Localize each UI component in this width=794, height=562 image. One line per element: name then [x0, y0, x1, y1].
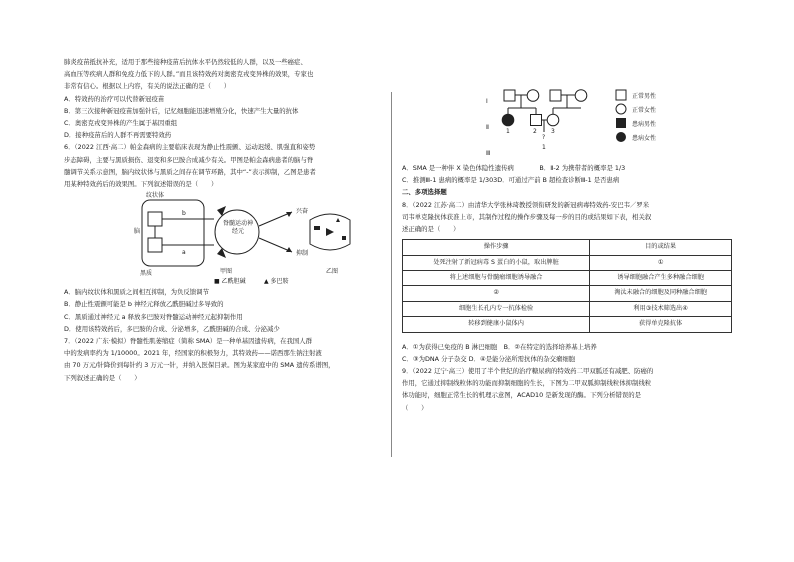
q8-option-ab: A．①为获得已免疫的 B 淋巴细胞 B．②在特定的选择培养基上培养: [402, 342, 597, 351]
neuron-a-label: a: [182, 249, 186, 257]
q5-option-d: D．接种疫苗后的人群不再需要特效药: [64, 131, 172, 140]
fig-b-caption: 乙图: [326, 268, 339, 276]
synapse-mark: [217, 206, 226, 216]
q9-line: 9．（2022 辽宁·高三）使用了半个世纪的治疗糖尿病的特效药二甲双胍还有减肥、防癌的: [402, 366, 654, 375]
neuron-b-label: b: [182, 210, 186, 218]
table-row: [403, 255, 732, 270]
legend-affected-female: [616, 132, 626, 142]
table-header-row: [403, 240, 732, 255]
table-cell: 处死注射了新冠病毒 S 蛋白的小鼠，取出脾脏: [403, 255, 590, 270]
table-row: [403, 286, 732, 301]
ach-mark: [342, 236, 346, 240]
legend-normal-male: [616, 90, 626, 100]
gen2-label: Ⅱ: [486, 124, 489, 131]
brain-spinal-figure: [64, 190, 380, 286]
q9-line: 作用，它通过抑制线粒体的功能而抑制细胞的生长，下图为二甲双胍抑制线粒体抑制线粒: [402, 379, 652, 388]
gen2-female: [547, 114, 559, 126]
q6-line: 6．（2022 江西·高二）帕金森病的主要临床表现为静止性震颤、运动迟缓、肌强直和姿势: [64, 143, 316, 152]
legend-label: 正常男性: [632, 93, 657, 100]
gen1-female: [527, 90, 539, 102]
synapse-mark: [217, 248, 226, 258]
nigra-cell: [148, 238, 162, 252]
legend-affected-male: [616, 118, 626, 128]
q6-option-a: A．脑内纹状体和黑质之间相互抑制，为负反馈调节: [64, 288, 209, 297]
brain-outline: [142, 200, 204, 266]
brain-label: 脑: [134, 228, 141, 236]
q7-line: 7．（2022 广东·模拟）脊髓性肌萎缩症（简称 SMA）是一种单基因遗传病，在我国人群: [64, 337, 313, 346]
ach-mark: [314, 226, 320, 230]
q5-option-c: C．奥密克戎变异株的产生属于基因重组: [64, 119, 178, 128]
q8-line: 司韦单克隆抗体获准上市，其制作过程的操作步骤及每一步的目的或结果如下表，相关叙: [402, 212, 652, 221]
table-cell: 诱导细胞融合产生多种融合细胞: [590, 271, 732, 286]
table-cell: ①: [590, 255, 732, 270]
q7-options: [402, 162, 732, 186]
legend-label: 患病女性: [632, 135, 657, 142]
right-column: [402, 56, 732, 414]
q6-option-d: D．使用该特效药后，多巴胺的合成、分泌增多，乙酰胆碱的合成、分泌减少: [64, 324, 280, 333]
q9-line: （ ）: [402, 403, 428, 412]
ind-3: 3: [551, 128, 555, 135]
gen1-female-2: [575, 90, 587, 102]
fig-a-caption: 甲图: [220, 268, 233, 276]
table-header: 操作步骤: [403, 240, 590, 255]
da-mark: [336, 218, 340, 222]
spinal-neuron-label: 脊髓运动神经元: [223, 220, 254, 236]
q5-option-a: A．特效药的治疗可以代替新冠疫苗: [64, 94, 165, 103]
ind-1: 1: [506, 128, 510, 135]
q9-stem: [402, 365, 732, 414]
table-row: [403, 301, 732, 316]
q9-line: 体功能时，细胞正常生长的机理示意图，ACAD10 是新发现的酶。下列分析错误的是: [402, 391, 642, 400]
ind-iii-1: 1: [542, 144, 546, 151]
q8-option-cd: C．③为DNA 分子杂交 D．④是能分泌所需抗体的杂交瘤细胞: [402, 354, 576, 363]
table-cell: 淘汰未融合的细胞及同种融合细胞: [590, 286, 732, 301]
q6-line: 髓调节关系示意图，脑内纹状体与黑质之间存在调节环路，其中“-”表示抑制，乙图是患者: [64, 167, 316, 176]
q8-line: 8．（2022 江苏·高二）由清华大学张林琦教授领衔研发的新冠病毒特效药-安巴韦／罗米: [402, 200, 650, 209]
column-divider: [391, 92, 392, 457]
q7-line: 中的发病率约为 1/10000。2021 年，经国家的积极努力，其特效药——诺西那生钠注射液: [64, 349, 322, 358]
q5-option-b: B．第三次接种新冠疫苗加强针后，记忆细胞能迅速增殖分化，快速产生大量的抗体: [64, 106, 299, 115]
pedigree-chart: [402, 56, 732, 162]
q5-line: 非常有信心。根据以上内容，有关的说法正确的是（ ）: [64, 82, 231, 91]
q6-line: 用某种特效药后的效果图。下列叙述错误的是（ ）: [64, 180, 218, 189]
legend-da: ▲ 多巴胺: [264, 278, 289, 286]
legend-label: 患病男性: [632, 121, 657, 128]
q7-option-cd: C．推测Ⅲ-1 患病的概率是 1/303D．可通过产前 B 超检查诊断Ⅲ-1 是否患病: [402, 176, 620, 185]
legend-ach: ■ 乙酰胆碱: [214, 278, 246, 286]
q8-line: 述正确的是（ ）: [402, 225, 460, 234]
gen2-male: [531, 115, 542, 126]
section-heading: 二、多项选择题: [402, 188, 447, 197]
excite-label: 兴奋: [296, 208, 309, 216]
q7-stem: [64, 335, 380, 384]
excite-arrow: [259, 212, 292, 226]
ind-2: 2: [533, 128, 537, 135]
legend-normal-female: [616, 104, 626, 114]
table-cell: 细胞生长孔内专一抗体检验: [403, 301, 590, 316]
q5-line: 肺炎疫苗抵抗补充，适用于那些接种疫苗后抗体水平仍然较低的人群，以及一些癌症、: [64, 58, 307, 66]
table-cell: 转移到健康小鼠体内: [403, 317, 590, 332]
striatum-cell: [148, 212, 162, 226]
table-row: [403, 271, 732, 286]
gen1-male-2: [550, 90, 561, 101]
q6-options: [64, 286, 380, 335]
unknown-mark: ?: [542, 134, 546, 141]
q6-option-c: C．黑质通过神经元 a 释放多巴胺对脊髓运动神经元起抑制作用: [64, 312, 243, 321]
legend-label: 正常女性: [632, 107, 657, 114]
q6-line: 步态障碍，主要与黑质损伤、退变和多巴胺合成减少有关。甲图是帕金森病患者的脑与脊: [64, 155, 314, 164]
table-cell: 获得单克隆抗体: [590, 317, 732, 332]
q6-stem: [64, 141, 380, 190]
gen1-male: [504, 90, 515, 101]
table-header: 目的或结果: [590, 240, 732, 255]
procedure-table: [402, 239, 732, 332]
gen1-label: Ⅰ: [486, 98, 488, 105]
q7-line: 下列叙述正确的是（ ）: [64, 373, 141, 382]
table-cell: 利用③技术筛选出④: [590, 301, 732, 316]
table-row: [403, 317, 732, 332]
q7-line: 由 70 万元/针降价到每针约 3 万元一针，并纳入医保目录。图为某家庭中的 SMA 遗传系谱图，: [64, 361, 335, 370]
q8-options: [402, 341, 732, 365]
q6-option-b: B．静止性震颤可能是 b 神经元释放乙酰胆碱过多导致的: [64, 300, 224, 309]
q5-line: 高血压等疾病人群和免疫力低下的人群。”而且该特效药对奥密克戎变异株的效果，专家也: [64, 70, 314, 79]
inhibit-arrow: [259, 238, 292, 252]
pedigree-figure: [402, 56, 732, 162]
left-column: [64, 56, 380, 384]
inhibit-label: 抑制: [296, 250, 309, 258]
q5-options: [64, 93, 380, 142]
affected-female: [502, 114, 514, 126]
table-cell: ②: [403, 286, 590, 301]
gen3-label: Ⅲ: [486, 150, 491, 157]
fig-b-vesicle: [326, 228, 334, 236]
nigra-label: 黑质: [140, 270, 153, 278]
q7-option-ab: A．SMA 是一种伴 X 染色体隐性遗传病 B．Ⅱ-2 为携带者的概率是 1/3: [402, 164, 626, 172]
q5-stem: [64, 56, 380, 93]
table-cell: 将上述细胞与骨髓瘤细胞诱导融合: [403, 271, 590, 286]
q8-stem: [402, 199, 732, 236]
striatum-label: 纹状体: [146, 192, 165, 200]
